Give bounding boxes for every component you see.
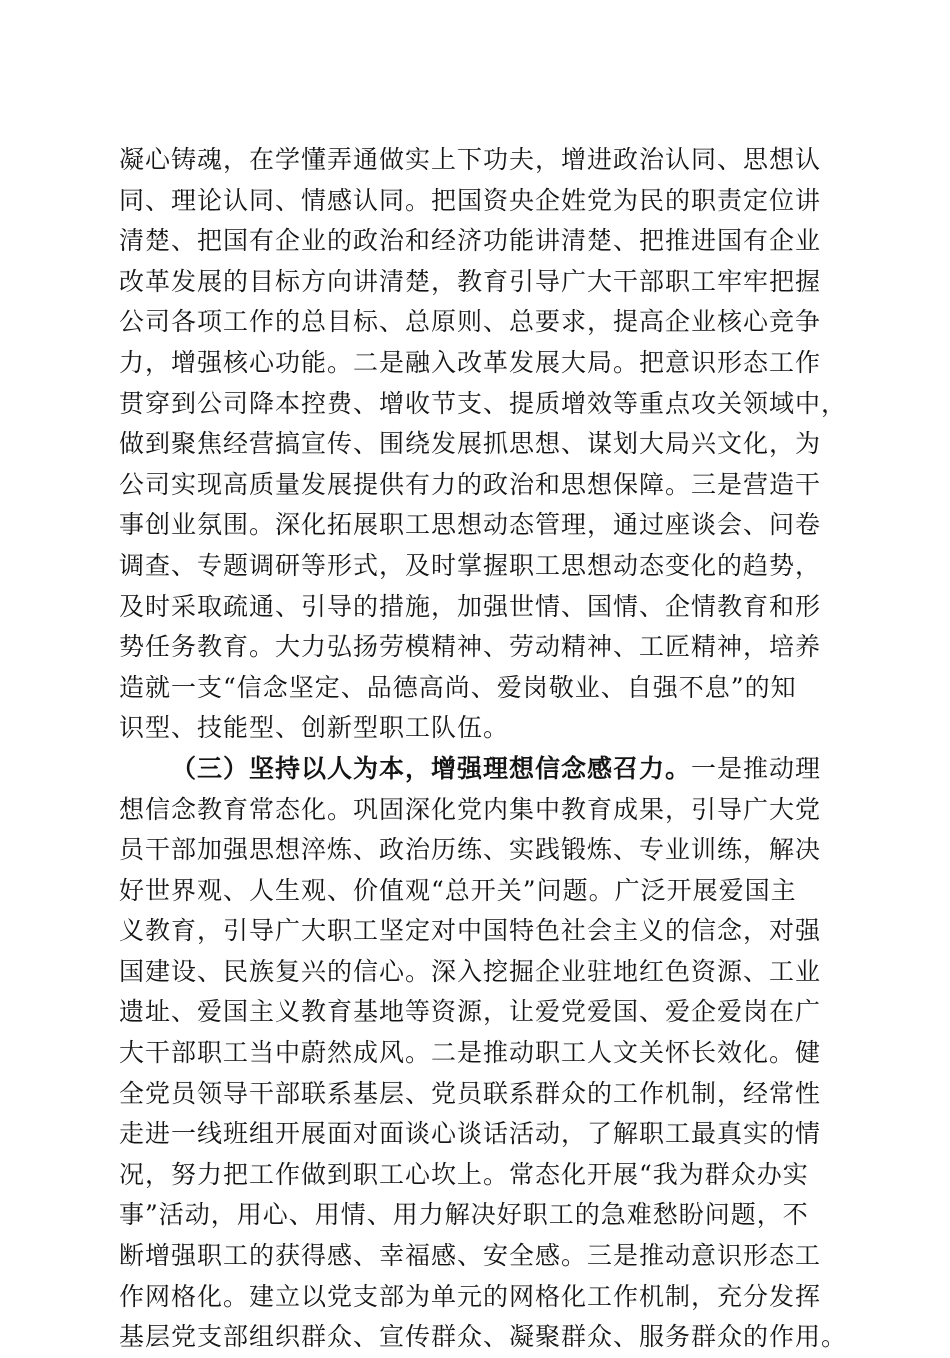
- body-line: 想信念教育常态化。巩固深化党内集中教育成果，引导广大党: [119, 794, 822, 824]
- body-line: 事”活动，用心、用情、用力解决好职工的急难愁盼问题，不: [119, 1200, 809, 1230]
- body-line: 改革发展的目标方向讲清楚，教育引导广大干部职工牢牢把握: [119, 266, 822, 296]
- body-line: 造就一支“信念坚定、品德高尚、爱岗敬业、自强不息”的知: [119, 672, 797, 702]
- section-heading: （三）坚持以人为本，增强理想信念感召力。: [171, 753, 692, 783]
- body-line: 大干部职工当中蔚然成风。二是推动职工人文关怀长效化。健: [119, 1038, 822, 1068]
- body-line: 全党员领导干部联系基层、党员联系群众的工作机制，经常性: [119, 1078, 822, 1108]
- body-line: 走进一线班组开展面对面谈心谈话活动，了解职工最真实的情: [119, 1119, 822, 1149]
- body-line: 公司实现高质量发展提供有力的政治和思想保障。三是营造干: [119, 469, 822, 499]
- section-heading-tail: 一是推动理: [691, 753, 822, 783]
- body-line: 公司各项工作的总目标、总原则、总要求，提高企业核心竞争: [119, 307, 822, 337]
- body-line: 清楚、把国有企业的政治和经济功能讲清楚、把推进国有企业: [119, 226, 822, 256]
- body-line: 况，努力把工作做到职工心坎上。常态化开展“我为群众办实: [119, 1159, 809, 1189]
- body-line: 事创业氛围。深化拓展职工思想动态管理，通过座谈会、问卷: [119, 510, 822, 540]
- body-line: 识型、技能型、创新型职工队伍。: [119, 713, 510, 743]
- body-line: 力，增强核心功能。二是融入改革发展大局。把意识形态工作: [119, 347, 822, 377]
- body-line: 势任务教育。大力弘扬劳模精神、劳动精神、工匠精神，培养: [119, 632, 822, 662]
- body-line: 断增强职工的获得感、幸福感、安全感。三是推动意识形态工: [119, 1241, 822, 1271]
- body-line: 好世界观、人生观、价值观“总开关”问题。广泛开展爱国主: [119, 875, 797, 905]
- body-line: 遗址、爱国主义教育基地等资源，让爱党爱国、爱企爱岗在广: [119, 997, 822, 1027]
- body-line: 作网格化。建立以党支部为单元的网格化工作机制，充分发挥: [119, 1281, 822, 1311]
- body-line: 贯穿到公司降本控费、增收节支、提质增效等重点攻关领域中，: [119, 388, 848, 418]
- body-line: 基层党支部组织群众、宣传群众、凝聚群众、服务群众的作用。: [119, 1322, 848, 1352]
- body-line: 员干部加强思想淬炼、政治历练、实践锻炼、专业训练，解决: [119, 835, 822, 865]
- body-line: 做到聚焦经营搞宣传、围绕发展抓思想、谋划大局兴文化，为: [119, 429, 822, 459]
- body-line: 凝心铸魂，在学懂弄通做实上下功夫，增进政治认同、思想认: [119, 145, 822, 174]
- body-line: 义教育，引导广大职工坚定对中国特色社会主义的信念，对强: [119, 916, 822, 946]
- document-body: [119, 140, 848, 1358]
- body-line: 及时采取疏通、引导的措施，加强世情、国情、企情教育和形: [119, 591, 822, 621]
- body-line: 同、理论认同、情感认同。把国资央企姓党为民的职责定位讲: [119, 185, 822, 215]
- body-line: 国建设、民族复兴的信心。深入挖掘企业驻地红色资源、工业: [119, 956, 822, 986]
- body-line: 调查、专题调研等形式，及时掌握职工思想动态变化的趋势，: [119, 550, 822, 580]
- section-heading-line: [119, 749, 835, 790]
